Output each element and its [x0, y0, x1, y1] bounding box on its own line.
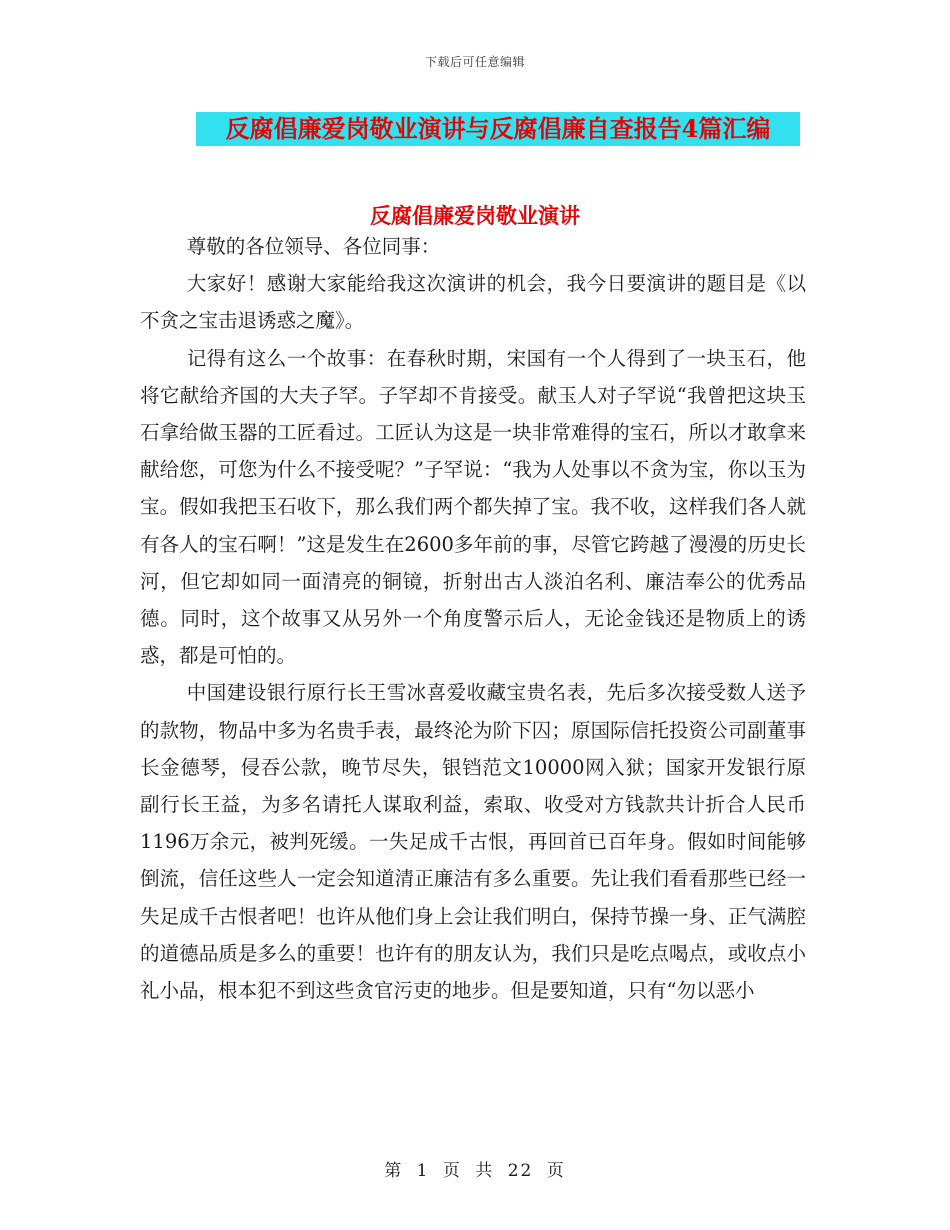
salutation-paragraph: 尊敬的各位领导、各位同事：: [186, 235, 441, 258]
document-body: [140, 228, 806, 1009]
body-paragraph: 记得有这么一个故事：在春秋时期，宋国有一个人得到了一块玉石，他将它献给齐国的大夫子罕。子罕却不肯接受。献玉人对子罕说“我曾把这块玉石拿给做玉器的工匠看过。工匠认为这是一块非常难得的宝石，所以才敢拿来献给您，可您为什么不接受呢？”子罕说：“我为人处事以不贪为宝，你以玉为宝。假如我把玉石收下，那么我们两个都失掉了宝。我不收，这样我们各人就有各人的宝石啊！”这是发生在2600多年前的事，尽管它跨越了漫漫的历史长河，但它却如同一面清亮的铜镜，折射出古人淡泊名利、廉洁奉公的优秀品德。同时，这个故事又从另外一个角度警示后人，无论金钱还是物质上的诱惑，都是可怕的。: [140, 346, 806, 668]
header-note: 下载后可任意编辑: [424, 55, 525, 69]
page-number-footer: 第 1 页 共 22 页: [384, 1161, 566, 1181]
body-paragraph: 中国建设银行原行长王雪冰喜爱收藏宝贵名表，先后多次接受数人送予的款物，物品中多为名贵手表，最终沦为阶下囚；原国际信托投资公司副董事长金德琴，侵吞公款，晚节尽失，银铛范文10000网入狱；国家开发银行原副行长王益，为多名请托人谋取利益，索取、收受对方钱款共计折合人民币1196万余元，被判死缓。一失足成千古恨，再回首已百年身。假如时间能够倒流，信任这些人一定会知道清正廉洁有多么重要。先让我们看看那些已经一失足成千古恨者吧！也许从他们身上会让我们明白，保持节操一身、正气满腔的道德品质是多么的重要！也许有的朋友认为，我们只是吃点喝点，或收点小礼小品，根本犯不到这些贪官污吏的地步。但是要知道，只有“勿以恶小: [140, 681, 806, 1003]
section-title: 反腐倡廉爱岗敬业演讲: [370, 203, 580, 228]
body-paragraph: 大家好！感谢大家能给我这次演讲的机会，我今日要演讲的题目是《以不贪之宝击退诱惑之魔》。: [140, 272, 806, 333]
document-title: 反腐倡廉爱岗敬业演讲与反腐倡廉自查报告4篇汇编: [225, 114, 771, 143]
